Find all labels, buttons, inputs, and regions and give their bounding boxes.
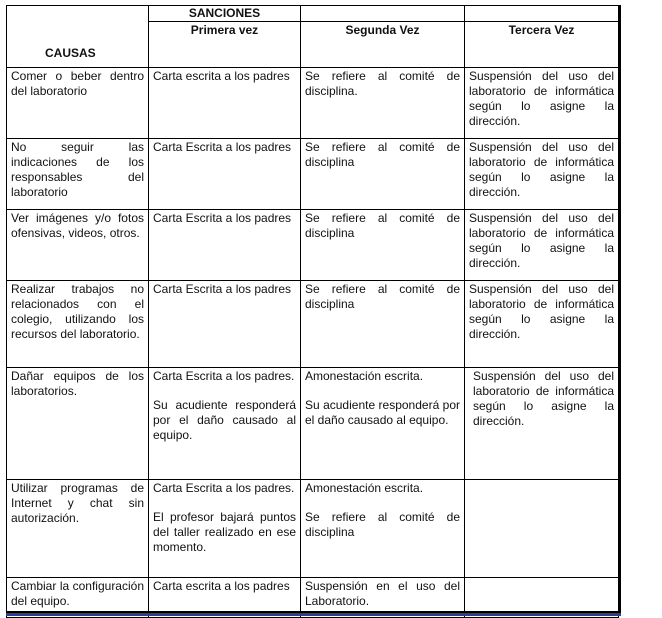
segunda-vez-cell (301, 368, 465, 480)
segunda-vez-header: Segunda Vez (301, 22, 465, 68)
segunda-vez-cell (301, 139, 465, 210)
causa-cell: Ver imágenes y/o fotos ofensivas, videos, otros. (7, 210, 149, 281)
header-blank-2 (301, 6, 465, 22)
tercera-vez-header: Tercera Vez (465, 22, 619, 68)
segunda-sanction-text: Se refiere al comité de disciplina. (305, 69, 460, 98)
causa-cell: No seguir las indicaciones de los responsables del laboratorio (7, 139, 149, 210)
tercera-vez-cell (465, 368, 619, 480)
primera-vez-header: Primera vez (149, 22, 301, 68)
tercera-sanction-text: Suspensión del uso del laboratorio de informática según lo asigne la dirección. (469, 140, 614, 199)
segunda-sanction-text: Su acudiente responderá por el daño causado al equipo. (305, 398, 460, 427)
segunda-sanction-text: Se refiere al comité de disciplina (305, 282, 460, 311)
primera-sanction-text: Carta Escrita a los padres (153, 211, 292, 225)
table-row (7, 281, 619, 368)
tercera-sanction-text: Suspensión del uso del laboratorio de informática según lo asigne la dirección. (473, 369, 614, 428)
tercera-vez-cell (465, 480, 619, 578)
primera-sanction-text: Carta Escrita a los padres (153, 282, 292, 296)
causa-cell: Cambiar la configuración del equipo. (7, 578, 149, 618)
segunda-vez-cell (301, 68, 465, 139)
table-row (7, 368, 619, 480)
tercera-vez-cell (465, 139, 619, 210)
tercera-sanction-text: Suspensión del uso del laboratorio de informática según lo asigne la dirección. (469, 282, 614, 341)
primera-vez-cell (149, 68, 301, 139)
primera-sanction-text: Carta Escrita a los padres (153, 140, 292, 154)
primera-vez-cell (149, 281, 301, 368)
causa-cell: Realizar trabajos no relacionados con el colegio, utilizando los recursos del laboratorio. (7, 281, 149, 368)
segunda-vez-cell (301, 281, 465, 368)
causa-cell: Utilizar programas de Internet y chat sin autorización. (7, 480, 149, 578)
tercera-vez-cell (465, 281, 619, 368)
segunda-sanction-text: Se refiere al comité de disciplina (305, 140, 460, 169)
segunda-vez-cell (301, 210, 465, 281)
primera-sanction-text: Carta escrita a los padres (153, 69, 290, 83)
primera-sanction-text: El profesor bajará puntos del taller realizado en ese momento. (153, 510, 296, 554)
causas-header: CAUSAS (7, 6, 149, 68)
causa-cell: Comer o beber dentro del laboratorio (7, 68, 149, 139)
primera-vez-cell (149, 210, 301, 281)
primera-vez-cell (149, 480, 301, 578)
sanctions-table (6, 5, 619, 618)
table-edge-right (618, 5, 621, 611)
primera-sanction-text: Carta Escrita a los padres. (153, 369, 295, 383)
primera-sanction-text: Carta Escrita a los padres. (153, 481, 295, 495)
primera-vez-cell (149, 139, 301, 210)
causa-cell: Dañar equipos de los laboratorios. (7, 368, 149, 480)
tercera-vez-cell (465, 210, 619, 281)
table-edge-blue (6, 613, 621, 616)
tercera-sanction-text: Suspensión del uso del laboratorio de informática según lo asigne la dirección. (469, 211, 614, 270)
primera-sanction-text: Su acudiente responderá por el daño causado al equipo. (153, 398, 296, 442)
table-row (7, 139, 619, 210)
header-blank-3 (465, 6, 619, 22)
sanctions-rows (7, 68, 619, 618)
segunda-sanction-text: Suspensión en el uso del Laboratorio. (305, 579, 460, 608)
tercera-sanction-text: Suspensión del uso del laboratorio de informática según lo asigne la dirección. (469, 69, 614, 128)
tercera-vez-cell (465, 68, 619, 139)
segunda-vez-cell (301, 480, 465, 578)
table-row (7, 480, 619, 578)
segunda-sanction-text: Se refiere al comité de disciplina (305, 211, 460, 240)
table-row (7, 68, 619, 139)
sanciones-header: SANCIONES (149, 6, 301, 22)
segunda-sanction-text: Amonestación escrita. (305, 481, 424, 495)
segunda-sanction-text: Amonestación escrita. (305, 369, 424, 383)
primera-vez-cell (149, 368, 301, 480)
segunda-sanction-text: Se refiere al comité de disciplina (305, 510, 460, 539)
primera-sanction-text: Carta escrita a los padres (153, 579, 290, 593)
table-row (7, 210, 619, 281)
